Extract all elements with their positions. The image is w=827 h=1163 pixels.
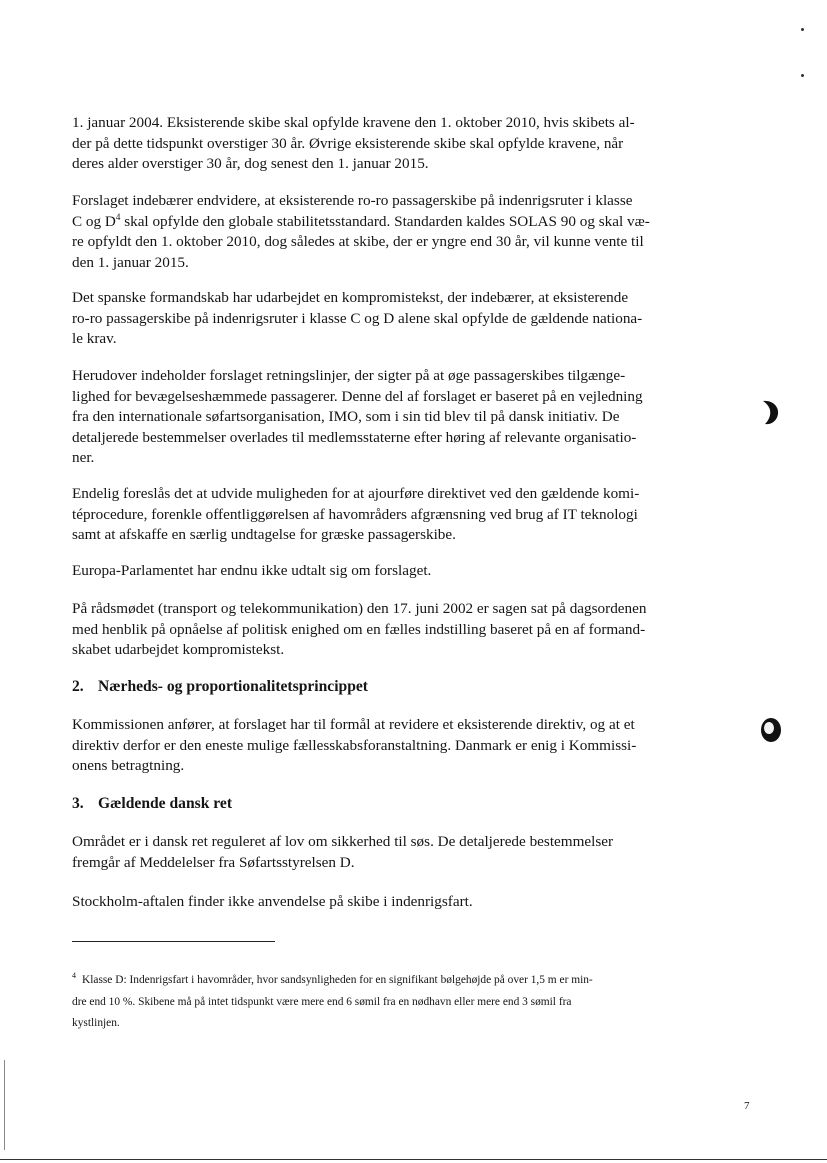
paragraph-line: 1. januar 2004. Eksisterende skibe skal opfylde kravene den 1. oktober 2010, hvis skibets al- [72,114,635,131]
paragraph-line: deres alder overstiger 30 år, dog senest den 1. januar 2015. [72,155,429,172]
punch-hole-icon [759,398,781,426]
paragraph-line: téprocedure, forenkle offentliggørelsen af havområders afgrænsning ved brug af IT teknologi [72,505,638,523]
paragraph-line: samt at afskaffe en særlig undtagelse for græske passagerskibe. [72,526,456,543]
footnote-line: kystlinjen. [72,1017,120,1029]
paragraph-6 [72,561,744,582]
paragraph-line: Stockholm-aftalen finder ikke anvendelse på skibe i indenrigsfart. [72,893,473,910]
paragraph-line: Forslaget indebærer endvidere, at eksisterende ro-ro passagerskibe på indenrigsruter i klasse [72,192,633,209]
paragraph-4 [72,366,744,469]
paragraph-5 [72,484,744,546]
footnote-mark: 4 [72,971,76,981]
paragraph-line: Herudover indeholder forslaget retningslinjer, der sigter på at øge passagerskibes tilgænge- [72,367,626,384]
paragraph-line: Europa-Parlamentet har endnu ikke udtalt sig om forslaget. [72,562,432,579]
paragraph-line: den 1. januar 2015. [72,253,189,271]
footnote-reference: 4 [115,211,121,222]
section-heading-3 [72,795,232,813]
paragraph-line: der på dette tidspunkt overstiger 30 år. Øvrige eksisterende skibe skal opfylde kravene, når [72,134,624,152]
text-fragment: skal opfylde den globale stabilitetsstandard. Standarden kaldes SOLAS 90 og skal væ- [120,212,650,230]
paragraph-line: Området er i dansk ret reguleret af lov om sikkerhed til søs. De detaljerede bestemmelser [72,833,614,850]
paragraph-line: med henblik på opnåelse af politisk enighed om en fælles indstilling baseret på en af formand- [72,620,646,638]
footnote [72,970,762,1035]
paragraph-line: fremgår af Meddelelser fra Søfartsstyrelsen D. [72,853,355,871]
paragraph-3 [72,288,744,350]
paragraph-line: Kommissionen anfører, at forslaget har til formål at revidere et eksisterende direktiv, og at et [72,716,635,733]
section-number: 3. [72,795,84,812]
page-number: 7 [744,1100,750,1112]
paragraph-8 [72,715,744,777]
paragraph-line: ro-ro passagerskibe på indenrigsruter i klasse C og D alene skal opfylde de gældende nationa- [72,309,643,327]
text-fragment: C og D [72,212,116,230]
paragraph-line: Det spanske formandskab har udarbejdet en kompromistekst, der indebærer, at eksisterende [72,289,629,306]
paragraph-7 [72,599,744,661]
footnote-line [72,970,762,992]
scan-bottom-edge [0,1159,827,1160]
section-title: Gældende dansk ret [98,795,233,812]
scan-edge-line [4,1060,5,1150]
paragraph-line: fra den internationale søfartsorganisation, IMO, som i sin tid blev til på dansk initiativ. De [72,408,620,425]
paragraph-line: le krav. [72,330,117,347]
paragraph-10 [72,892,744,913]
paragraph-9 [72,832,744,873]
paragraph-line: onens betragtning. [72,757,185,774]
paragraph-1 [72,113,744,175]
paragraph-line: re opfyldt den 1. oktober 2010, dog således at skibe, der er yngre end 30 år, vil kunne vente til [72,233,644,250]
paragraph-line: lighed for bevægelseshæmmede passagerer. Denne del af forslaget er baseret på en vejledning [72,387,643,405]
paragraph-line: På rådsmødet (transport og telekommunikation) den 17. juni 2002 er sagen sat på dagsordenen [72,600,647,617]
section-heading-2 [72,678,368,696]
paragraph-line: detaljerede bestemmelser overlades til medlemsstaterne efter høring af relevante organisatio- [72,428,637,446]
footnote-line: dre end 10 %. Skibene må på intet tidspunkt være mere end 6 sømil fra en nødhavn eller mere end 3 sømil fra [72,995,572,1008]
paragraph-line [72,212,744,233]
paragraph-2 [72,191,744,273]
paragraph-line: ner. [72,449,95,466]
punch-hole-icon [760,716,782,744]
paragraph-line: skabet udarbejdet kompromistekst. [72,641,285,658]
footnote-separator [72,941,275,942]
footnote-text: Klasse D: Indenrigsfart i havområder, hvor sandsynligheden for en signifikant bølgehøjde på over 1,5 m er min- [82,974,593,986]
paragraph-line: direktiv derfor er den eneste mulige fællesskabsforanstaltning. Danmark er enig i Kommissi- [72,736,637,754]
section-number: 2. [72,678,84,695]
paragraph-line: Endelig foreslås det at udvide muligheden for at ajourføre direktivet ved den gældende komi- [72,485,640,502]
scan-speck [801,28,804,31]
section-title: Nærheds- og proportionalitetsprincippet [98,678,369,695]
scan-speck [801,74,804,77]
